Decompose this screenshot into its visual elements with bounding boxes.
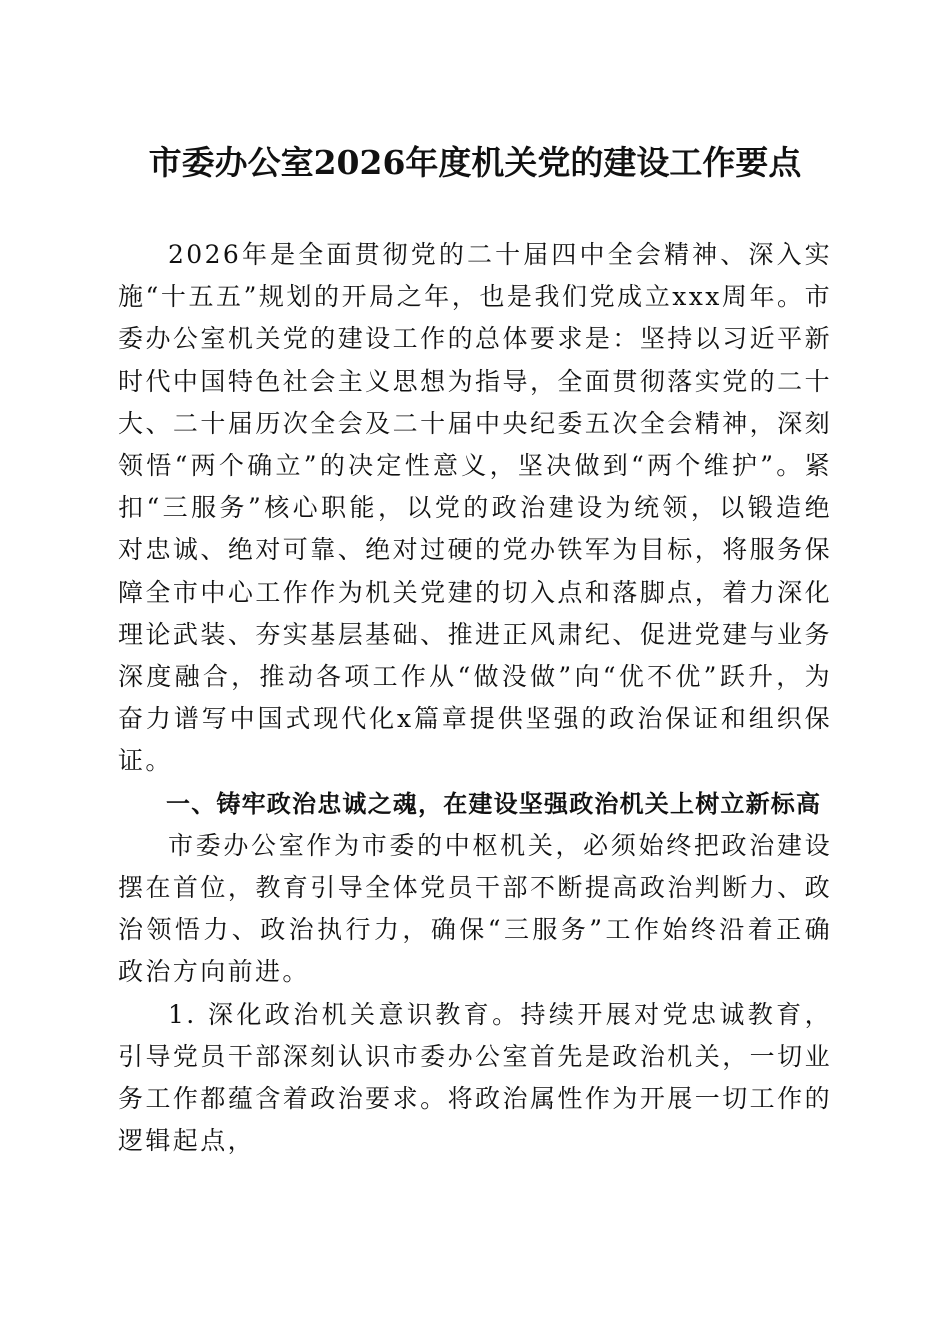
section-1-heading: 一、铸牢政治忠诚之魂，在建设坚强政治机关上树立新标高 xyxy=(166,789,822,818)
section-1-item-1: 1. 深化政治机关意识教育。持续开展对党忠诚教育，引导党员干部深刻认识市委办公室首先是政治机关，一切业务工作都蕴含着政治要求。将政治属性作为开展一切工作的逻辑起点， xyxy=(118,999,832,1156)
intro-paragraph: 2026年是全面贯彻党的二十届四中全会精神、深入实施“十五五”规划的开局之年，也是我们党成立xxx周年。市委办公室机关党的建设工作的总体要求是：坚持以习近平新时代中国特色社会主义思想为指导，全面贯彻落实党的二十大、二十届历次全会及二十届中央纪委五次全会精神，深刻领悟“两个确立”的决定性意义，坚决做到“两个维护”。紧扣“三服务”核心职能，以党的政治建设为统领，以锻造绝对忠诚、绝对可靠、绝对过硬的党办铁军为目标，将服务保障全市中心工作作为机关党建的切入点和落脚点，着力深化理论武装、夯实基层基础、推进正风肃纪、促进党建与业务深度融合，推动各项工作从“做没做”向“优不优”跃升，为奋力谱写中国式现代化x篇章提供坚强的政治保证和组织保证。 xyxy=(118,240,832,776)
title-spacer xyxy=(118,186,832,234)
document-body xyxy=(118,140,832,1162)
section-1-paragraph: 市委办公室作为市委的中枢机关，必须始终把政治建设摆在首位，教育引导全体党员干部不断提高政治判断力、政治领悟力、政治执行力，确保“三服务”工作始终沿着正确政治方向前进。 xyxy=(118,830,832,987)
document-title: 市委办公室2026年度机关党的建设工作要点 xyxy=(148,143,802,182)
